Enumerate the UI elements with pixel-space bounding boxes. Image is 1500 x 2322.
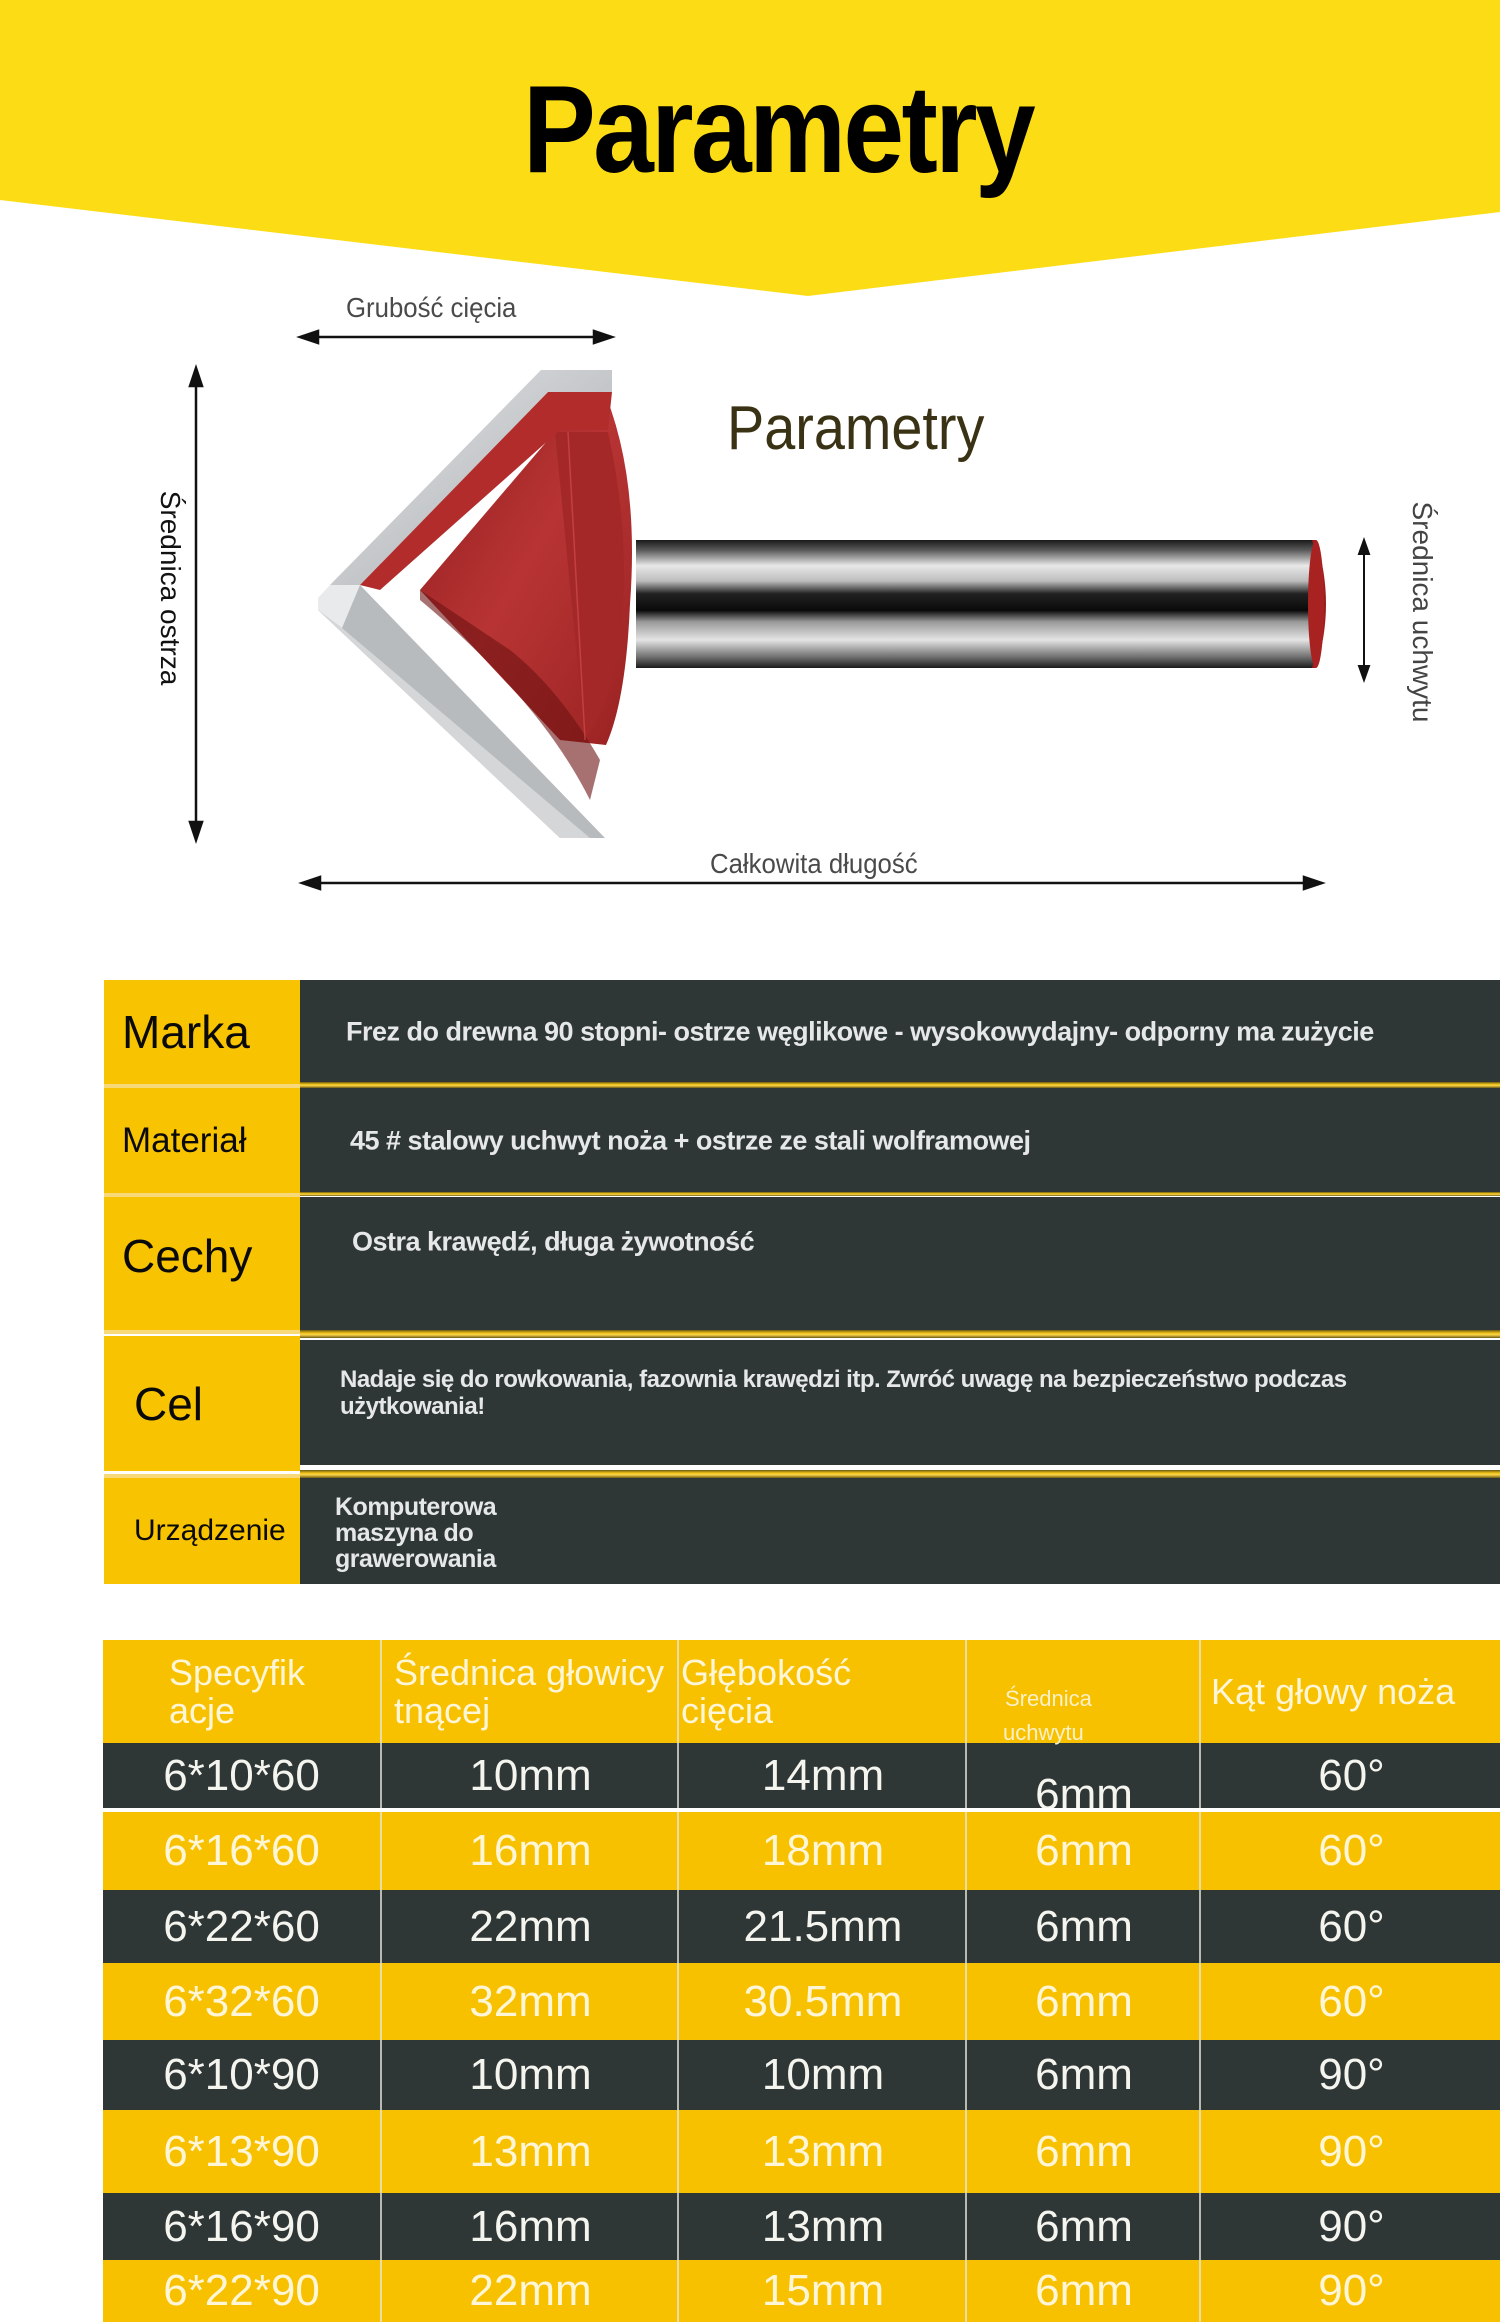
spec-cell-spec: 6*13*90 (163, 2126, 320, 2176)
spec-cell-spec: 6*10*90 (163, 2050, 320, 2099)
info-key: Marka (122, 1006, 250, 1058)
spec-cell-shank-diameter: 6mm (965, 1743, 1201, 1808)
spec-cell-spec: 6*22*60 (163, 1901, 320, 1951)
info-value: 45 # stalowy uchwyt noża + ostrze ze stali wolframowej (350, 1125, 1031, 1155)
header-angle: Kąt głowy noża (1211, 1670, 1456, 1712)
header-cell (677, 1640, 967, 1743)
spec-cell-spec: 6*16*90 (163, 2201, 320, 2251)
row-divider (104, 1330, 300, 1334)
info-key-cell (104, 1197, 300, 1330)
info-key: Cel (134, 1377, 204, 1430)
spec-row (103, 2193, 1500, 2260)
header-depth-line2: cięcia (681, 1689, 774, 1731)
spec-row (103, 1743, 1500, 1808)
info-row-material (104, 1088, 1500, 1193)
info-row-device (104, 1478, 1500, 1584)
spec-cell-shank-diameter: 6mm (965, 2040, 1201, 2110)
info-key-cell (104, 980, 300, 1084)
header-depth-line1: Głębokość (681, 1651, 852, 1693)
header-head-diameter-line2: tnącej (394, 1689, 491, 1731)
label-shank-diameter: Średnica uchwytu (1407, 501, 1438, 723)
spec-cell-head-diameter: 10mm (380, 1743, 679, 1808)
arrow-shank-diameter (1359, 540, 1369, 680)
page-title: Parametry (522, 61, 1034, 199)
info-key: Urządzenie (134, 1514, 286, 1547)
spec-cell-shank-diameter: 6mm (965, 2110, 1201, 2193)
spec-cell-head-diameter: 22mm (380, 2260, 679, 2322)
spec-cell-spec: 6*10*60 (163, 1750, 320, 1800)
row-divider (300, 1192, 1500, 1196)
spec-cell-depth: 10mm (677, 2040, 967, 2110)
info-value-cell (300, 980, 1500, 1084)
spec-header-row (103, 1640, 1500, 1743)
spec-cell-angle: 90° (1199, 2260, 1500, 2322)
spec-row (103, 2260, 1500, 2322)
spec-cell-head-diameter: 16mm (380, 2193, 679, 2260)
info-key-cell (104, 1478, 300, 1584)
info-key-cell (104, 1336, 300, 1471)
header-cell (1199, 1640, 1500, 1743)
header-cell (380, 1640, 679, 1743)
spec-cell-depth: 13mm (677, 2193, 967, 2260)
row-divider (300, 1470, 1500, 1478)
label-cut-thickness: Grubość cięcia (346, 292, 517, 323)
spec-cell-angle: 90° (1199, 2193, 1500, 2260)
info-row-brand (104, 980, 1500, 1084)
spec-cell-depth: 13mm (677, 2110, 967, 2193)
spec-cell-spec: 6*32*60 (163, 1976, 320, 2026)
spec-cell-angle: 60° (1199, 1963, 1500, 2040)
spec-cell-depth: 30.5mm (677, 1963, 967, 2040)
spec-row (103, 1812, 1500, 1890)
info-key: Materiał (122, 1120, 247, 1160)
arrow-cut-thickness (300, 331, 612, 343)
info-value: Komputerowa maszyna do grawerowania (335, 1493, 497, 1574)
info-row-features (104, 1197, 1500, 1330)
info-key-cell (104, 1088, 300, 1193)
spec-cell-shank-diameter: 6mm (965, 2260, 1201, 2322)
cutter-head (318, 370, 632, 838)
spec-cell-angle: 90° (1199, 2040, 1500, 2110)
spec-cell-angle: 90° (1199, 2110, 1500, 2193)
spec-row (103, 1963, 1500, 2040)
header-head-diameter-line1: Średnica głowicy (394, 1651, 665, 1693)
label-total-length: Całkowita długość (710, 848, 918, 879)
info-key: Cechy (122, 1229, 253, 1282)
spec-cell-shank-diameter: 6mm (965, 2193, 1201, 2260)
info-row-purpose (104, 1336, 1500, 1471)
header-cell (103, 1640, 380, 1743)
header-shank-line2: uchwytu (1003, 1720, 1084, 1745)
info-value: Frez do drewna 90 stopni- ostrze węglikowe - wysokowydajny- odporny ma zużycie (346, 1016, 1374, 1047)
spec-cell-head-diameter: 13mm (380, 2110, 679, 2193)
spec-cell-depth: 15mm (677, 2260, 967, 2322)
spec-cell-shank-diameter: 6mm (965, 1890, 1201, 1963)
spec-cell-angle: 60° (1199, 1890, 1500, 1963)
spec-cell-head-diameter: 16mm (380, 1812, 679, 1890)
spec-cell-head-diameter: 32mm (380, 1963, 679, 2040)
info-value-cell (300, 1478, 1500, 1584)
spec-cell-angle: 60° (1199, 1743, 1500, 1808)
spec-row (103, 2040, 1500, 2110)
info-value: Nadaje się do rowkowania, fazownia krawędzi itp. Zwróć uwagę na bezpieczeństwo podczas użytkowania! (340, 1365, 1347, 1420)
info-value: Ostra krawędź, długa żywotność (352, 1226, 755, 1257)
spec-cell-spec: 6*22*90 (163, 2266, 320, 2315)
spec-row (103, 2110, 1500, 2193)
spec-cell-shank-diameter: 6mm (965, 1812, 1201, 1890)
info-table (104, 980, 1500, 1584)
spec-table (103, 1640, 1500, 2322)
spec-cell-head-diameter: 10mm (380, 2040, 679, 2110)
info-value-cell (300, 1088, 1500, 1193)
spec-cell-depth: 21.5mm (677, 1890, 967, 1963)
spec-cell-depth: 14mm (677, 1743, 967, 1808)
shank (636, 540, 1326, 668)
header-spec-line1: Specyfik (169, 1651, 306, 1693)
spec-cell-depth: 18mm (677, 1812, 967, 1890)
header-spec-line2: acje (169, 1689, 236, 1731)
header-shank-line1: Średnica (1005, 1686, 1092, 1711)
spec-row (103, 1890, 1500, 1963)
spec-cell-angle: 60° (1199, 1812, 1500, 1890)
arrow-blade-diameter (190, 368, 202, 840)
info-value-cell (300, 1340, 1500, 1465)
info-value-cell (300, 1197, 1500, 1330)
spec-cell-shank-diameter: 6mm (965, 1963, 1201, 2040)
spec-cell-head-diameter: 22mm (380, 1890, 679, 1963)
diagram-subtitle: Parametry (727, 394, 985, 463)
label-blade-diameter: Średnica ostrza (155, 490, 186, 686)
spec-cell-spec: 6*16*60 (163, 1826, 320, 1875)
